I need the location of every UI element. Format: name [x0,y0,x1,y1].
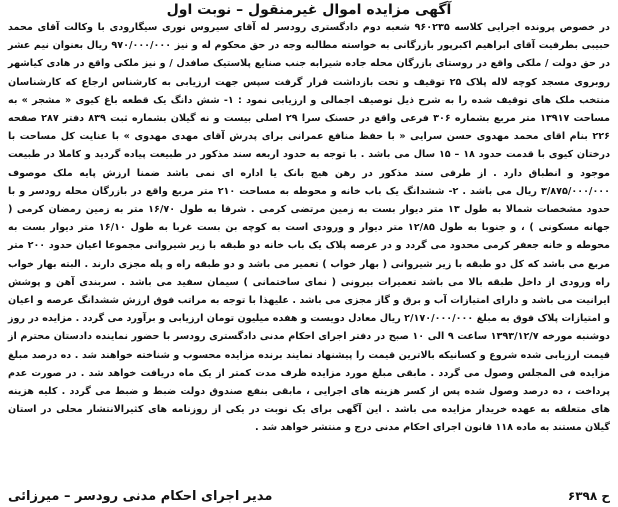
notice-footer [8,489,610,504]
notice-signature: مدیر اجرای احکام مدنی رودسر – میرزائی [8,489,273,504]
notice-title: آگهی مزایده اموال غیرمنقول – نوبت اول [166,2,452,18]
notice-body: در خصوص پرونده اجرایی کلاسه ۹۶۰۲۳۵ شعبه دوم دادگستری رودسر له آقای سیروس نوری سیگارودی با وکالت آقای محمد حبیبی بطرفیت آقای ابراهیم اکبرپور بازرگانی به خواسته مطالبه وجه در حق محکوم له و نیز ۹۷۰/۰۰۰/۰۰۰ ریال بعنوان نیم عشر در حق دولت / ملکی واقع در روستای بازرگان محله جاده شیرابه جنب صنایع پلاستیک صافدل / و نیز ملکی واقع در هادی کیاشهر روبروی مسجد کوچه لاله پلاک ۲۵ توقیف و تحت بازداشت قرار گرفت سپس جهت ارزیابی به کارشناس ارجاع که کارشناسان منتخب ملک های توقیف شده را به شرح ذیل توصیف اجمالی و ارزیابی نمود : ۱- شش دانگ یک قطعه باغ کیوی « مشجر » به مساحت ۱۳۹۱۷ متر مربع بشماره ۳۰۶ فرعی واقع در حسنک سرا ۲۹ اصلی بیست و نه گیلان بشماره ثبت ۸۳۹ دفتر ۲۸۷ صفحه ۲۲۶ بنام اقای محمد مهدوی حسن سرایی « با حفظ منافع عمرانی برای پدرش آقای مهدی مهدوی » با عنایت کل مساحت با درختان کیوی با قدمت حدود ۱۸ – ۱۵ سال می باشد . با توجه به حدود اربعه سند مذکور در طبیعت پیاده گردید و کاملا در طبیعت موجود و انطباق دارد . از طرفی سند مذکور در رهن هیچ بانک یا اداره ای نمی باشد ضمنا ارزش پایه ملک موصوف ۳/۸۷۵/۰۰۰/۰۰۰ ریال می باشد . ۲- ششدانگ یک باب خانه و محوطه به مساحت ۲۱۰ متر مربع واقع در بازرگان محله رودسر و با حدود مشخصات شمالا به طول ۱۳ متر دیوار بست به زمین مرتضی کرمی . شرقا به طول ۱۶/۷۰ متر به زمین رمضان کرمی ( جهانه مسکونی ) ، و جنوبا به طول ۱۲/۸۵ متر دیوار و ورودی است به کوچه بن بست غربا به طول ۱۶/۱۰ متر دیوار بست به محوطه و خانه جعفر کرمی محدود می گردد و در عرصه پلاک یک باب خانه دو طبقه با زیر شیروانی مجموعا اعیان حدود ۲۰۰ متر مربع می باشد که کل دو طبقه با زیر شیروانی ( بهار خواب ) تعمیر می باشد و دو طبقه راه و پله مجزی دارند . البته بهار خواب راه ورودی از داخل طبقه بالا می باشد تعمیرات بیرونی ( نمای ساختمانی ) سیمان سفید می باشد . سربندی آهن و پوشش ایرانیت می باشد و دارای امتیازات آب و برق و گاز مجزی می باشد . علیهذا با توجه به مراتب فوق ارزش ششدانگ عرصه و اعیان و امتیازات پلاک فوق به مبلغ ۲/۱۷۰/۰۰۰/۰۰۰ ریال معادل دویست و هفده میلیون تومان ارزیابی و برآورد می گردد . مزایده در روز دوشنبه مورخه ۱۳۹۳/۱۲/۷ ساعت ۹ الی ۱۰ صبح در دفتر اجرای احکام مدنی دادگستری رودسر با حضور نماینده دادستان محترم از قیمت ارزیابی شده شروع و کسانیکه بالاترین قیمت را پیشنهاد نمایند برنده مزایده محسوب و شناخته خواهند شد . ده درصد مبلغ مزایده فی المجلس وصول می گردد . مابقی مبلغ مورد مزایده ظرف مدت کمتر از یک ماه دریافت خواهد شد . در صورت عدم پرداخت ، ده درصد وصول شده پس از کسر هزینه های اجرایی ، مابقی بنفع صندوق دولت ضبط و ضبط می گردد . کلیه هزینه های متعلقه به عهده خریدار مزایده می باشد . این آگهی برای یک نوبت در یکی از روزنامه های کثیرالانتشار محلی در استان گیلان مستند به ماده ۱۱۸ قانون اجرای احکام مدنی درج و منتشر خواهد شد . [8,22,611,434]
notice-code: ح ۶۳۹۸ [567,489,610,503]
